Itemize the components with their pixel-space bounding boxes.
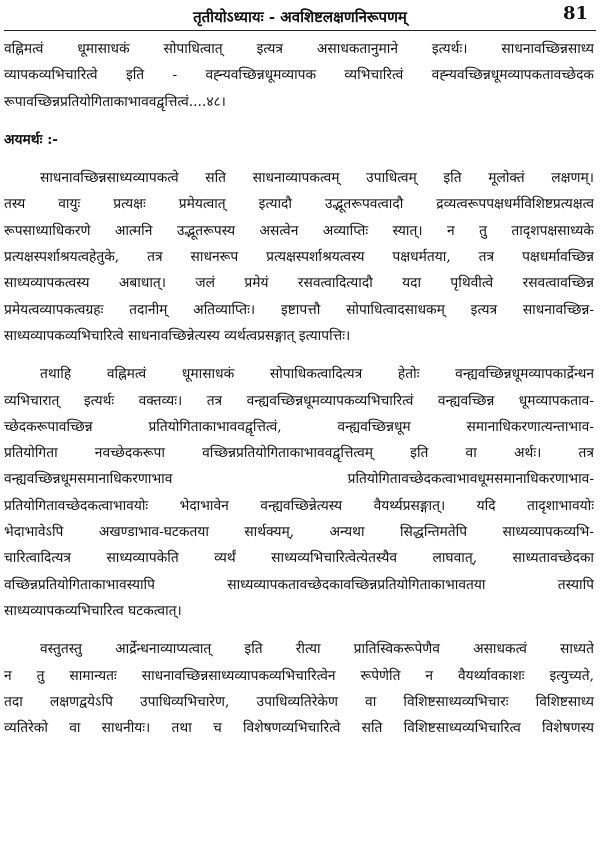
text-line: प्रतियोगितावच्छेदकत्वाभावयोः भेदाभावेन वन्ह्यवच्छिन्नेत्यस्य वैयर्थ्यप्रसङ्गात्। यदि तादृशाभावयोः xyxy=(4,497,594,514)
page-number: 81 xyxy=(562,3,588,24)
text-line: साध्यव्यापकव्यभिचारित्वे साधनावच्छिन्नेत्यस्य व्यर्थत्वप्रसङ्गात् इत्यापत्तिः। xyxy=(4,327,351,344)
paragraph-1 xyxy=(4,165,594,349)
text-line: प्रत्यक्षस्पर्शाश्रयत्वहेतुके, तत्र साधनरूप प्रत्यक्षस्पर्शाश्रयत्वस्य पक्षधर्मतया, तत्र पक्षधर्मावच्छिन्न xyxy=(4,249,594,266)
paragraph-3 xyxy=(4,636,594,741)
paragraph-intro xyxy=(4,36,594,115)
header-rule xyxy=(4,30,596,31)
text-line: प्रतियोगिता नवच्छेदकरूपा वच्छिन्नप्रतियोगिताकाभाववद्वृत्तित्वम् इति वा अर्थः। तत्र xyxy=(4,445,594,462)
running-header xyxy=(0,0,600,34)
text-line: चारित्वादित्यत्र साध्यव्यापकेति व्यर्थं साध्यव्यभिचारित्वेत्येतस्यैव लाघवात्, साध्यतावच्छेदका xyxy=(4,550,594,567)
text-line: साध्यव्यापकव्यभिचारित्व घटकत्वात्। xyxy=(4,602,182,619)
chapter-title: तृतीयोऽध्यायः - अवशिष्टलक्षणनिरूपणम् xyxy=(193,8,407,26)
text-line: रूपसाध्याधिकरणे आत्मनि उद्भूतरूपस्य असत्वेन अव्याप्तिः स्यात्। न तु तादृशपक्षसाध्यके xyxy=(4,222,594,239)
text-line: साधनावच्छिन्नसाध्यव्यापकत्वे सति साधनाव्यापकत्वम् उपाधित्वम् इति मूलोक्तं लक्षणम्। xyxy=(40,170,594,187)
text-line: वच्छिन्नप्रतियोगिताकाभावस्यापि साध्यव्यापकतावच्छेदकावच्छिन्नप्रतियोगिताकाभावतया तस्यापि xyxy=(4,576,594,593)
text-line: व्यभिचारात् इत्यर्थः वक्तव्यः। तत्र वन्ह्यवच्छिन्नधूमव्यापकव्यभिचारित्वं वन्ह्यवच्छिन्न धूमव्यापकताव- xyxy=(4,392,594,409)
text-line: तथाहि वह्निमत्वं धूमासाधकं सोपाधिकत्वादित्यत्र हेतोः वन्ह्यवच्छिन्नधूमव्यापकार्द्रेन्धन xyxy=(40,366,594,383)
text-line: प्रमेयत्वव्यापकत्वग्रहः तदानीम् अतिव्याप्तिः। इष्टापत्तौ सोपाधित्वादसाधकम् इत्यत्र साधनावच्छिन्न- xyxy=(4,301,594,318)
text-line: व्यापकव्यभिचारित्वे इति - वह्न्यवच्छिन्नधूमव्यापक व्यभिचारित्वं वह्न्यवच्छिन्नधूमव्यापकतावच्छेदक xyxy=(4,67,594,84)
text-line: रूपावच्छिन्नप्रतियोगिताकाभाववद्वृत्तित्वं....४८। xyxy=(4,93,226,110)
paragraph-gap xyxy=(4,624,594,636)
text-line: तस्य वायुः प्रत्यक्षः प्रमेयत्वात् इत्यादौ उद्भूतरूपवत्वादौ द्रव्यत्वरूपपक्षधर्मविशिष्टप्रत्यक्षत्व xyxy=(4,196,594,213)
paragraph-gap xyxy=(4,349,594,361)
paragraph-gap xyxy=(4,153,594,165)
text-line: वन्ह्यवच्छिन्नधूमसमानाधिकरणाभाव प्रतियोगितावच्छेदकत्वाभावधूमसमानाधिकरणाभाव- xyxy=(4,471,594,488)
text-line: वह्निमत्वं धूमासाधकं सोपाधित्वात् इत्यत्र असाधकतानुमाने इत्यर्थः। साधनावच्छिन्नसाध्य xyxy=(4,41,594,57)
text-line: भेदाभावेऽपि अखण्डाभाव-घटकतया सार्थक्यम्, अन्यथा सिद्धन्तिमतेपि साध्यव्यापकव्यभि- xyxy=(4,524,594,541)
section-heading: अयमर्थः :- xyxy=(4,131,59,148)
text-line: वस्तुतस्तु आर्द्रेन्धनाव्याप्यत्वात् इति रीत्या प्रातिस्विकरूपेणैव असाधकत्वं साध्यते xyxy=(40,641,594,658)
text-line: व्यतिरेको वा साधनीयः। तथा च विशेषणव्यभिचारित्वे सति विशिष्टसाध्यव्यभिचारित्व विशेषणस्य xyxy=(4,720,594,737)
paragraph-2 xyxy=(4,361,594,624)
body-text xyxy=(4,36,594,741)
paragraph-gap xyxy=(4,115,594,127)
text-line: साध्यव्यापकत्वस्य अबाधात्। जलं प्रमेयं रसवत्वादित्यादौ यदा पृथिवीत्वे रसवत्वावच्छिन्न xyxy=(4,275,594,292)
text-line: च्छेदकरूपावच्छिन्न प्रतियोगिताकाभाववद्वृत्तित्वं, वन्ह्यवच्छिन्नधूम समानाधिकरणात्यन्ताभाव- xyxy=(4,418,594,435)
text-line: तदा लक्षणद्वयेऽपि उपाधिव्यभिचारेण, उपाधिव्यतिरेकेण वा विशिष्टसाध्यव्यभिचारः विशिष्टसाध्य xyxy=(4,693,594,710)
text-line: न तु सामान्यतः साधनावच्छिन्नसाध्यव्यापकव्यभिचारित्वेन रूपेणेति न वैयर्थ्यावकाशः इत्युच्यते, xyxy=(4,667,594,684)
